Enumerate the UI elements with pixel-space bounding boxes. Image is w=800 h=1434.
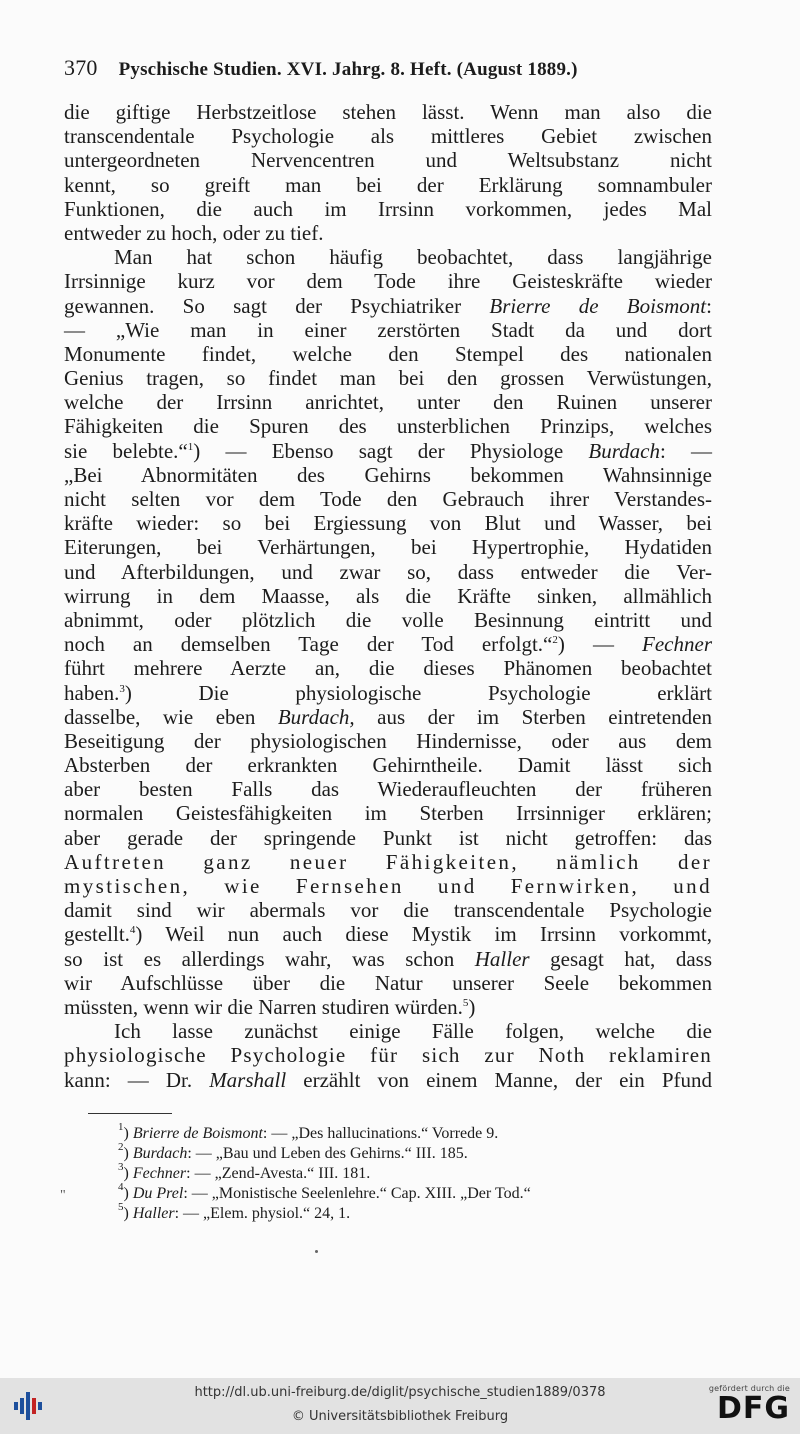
text-line: Irrsinnige kurz vor dem Tode ihre Geisteskräfte wieder [64, 269, 712, 294]
footnote: $^1$) Brierre de Boismont: — „Des hallucinations.“ Vorrede 9. [118, 1121, 499, 1142]
text-line [64, 439, 712, 463]
text-run: ) Die physiologische Psychologie erklärt [124, 680, 712, 705]
text-line [64, 294, 712, 318]
funder-tagline: gefördert durch die [708, 1384, 790, 1393]
page-permalink[interactable]: http://dl.ub.uni-freiburg.de/diglit/psychische_studien1889/0378 [194, 1385, 606, 1400]
text-line: Man hat schon häufig beobachtet, dass langjährige [114, 245, 712, 270]
footnote-text: : — „Des hallucinations.“ Vorrede 9. [262, 1125, 499, 1142]
footnote-number: 1 [118, 1121, 124, 1133]
text-line: abnimmt, oder plötzlich die volle Besinnung eintritt und [64, 607, 712, 632]
dfg-logo-text: DFG [716, 1391, 790, 1426]
text-line: Auftreten ganz neuer Fähigkeiten, nämlich der [64, 849, 712, 874]
text-line [64, 995, 712, 1019]
footnote-ref: 2 [552, 634, 558, 647]
text-line: kräfte wieder: so bei Ergiessung von Blut und Wasser, bei [64, 511, 712, 536]
body-text [64, 100, 712, 1092]
running-header [64, 55, 714, 85]
person-name: Brierre de Boismont [489, 293, 707, 318]
text-line: „Bei Abnormitäten des Gehirns bekommen Wahnsinnige [64, 462, 712, 487]
text-line: aber gerade der springende Punkt ist nicht getroffen: das [64, 825, 712, 850]
text-line: die giftige Herbstzeitlose stehen lässt. Wenn man also die [64, 100, 712, 124]
text-line: Fähigkeiten die Spuren des unsterblichen Prinzips, welches [64, 414, 712, 439]
text-line: Funktionen, die auch im Irrsinn vorkommen, jedes Mal [64, 196, 712, 221]
footnote-author: Burdach [132, 1145, 188, 1162]
footnote-ref: 3 [119, 682, 125, 695]
text-line: führt mehrere Aerzte an, die dieses Phänomen beobachtet [64, 656, 712, 681]
scan-speck [315, 1250, 318, 1253]
text-line: physiologische Psychologie für sich zur Noth reklamiren [64, 1043, 712, 1068]
text-line [64, 1068, 712, 1092]
text-run: erzählt von einem Manne, der ein Pfund [286, 1067, 712, 1092]
text-line [64, 705, 712, 729]
text-run: noch an demselben Tage der Tod erfolgt.“ [64, 632, 553, 657]
footnote-text: : — „Monistische Seelenlehre.“ Cap. XIII. „Der Tod.“ [183, 1185, 531, 1202]
text-run: ) — [557, 632, 643, 657]
text-line: Genius tragen, so findet man bei den grossen Verwüstungen, [64, 366, 712, 391]
footnote-divider [88, 1113, 172, 1114]
text-line: damit sind wir abermals vor die transcendentale Psychologie [64, 898, 712, 923]
text-run: müssten, wenn wir die Narren studiren würden. [64, 994, 463, 1019]
text-run: kann: — Dr. [64, 1067, 210, 1092]
text-line: Ich lasse zunächst einige Fälle folgen, welche die [114, 1019, 712, 1044]
text-run: dasselbe, wie eben [64, 704, 278, 729]
text-run: sie belebte.“ [64, 438, 188, 463]
text-run: haben. [64, 680, 120, 705]
person-name: Haller [474, 946, 530, 971]
text-line: Eiterungen, bei Verhärtungen, bei Hypertrophie, Hydatiden [64, 535, 712, 560]
text-line: Monumente findet, welche den Stempel des nationalen [64, 341, 712, 366]
footnote-number: 4 [118, 1181, 124, 1193]
text-line: mystischen, wie Fernsehen und Fernwirken, und [64, 874, 712, 898]
text-line: transcendentale Psychologie als mittleres Gebiet zwischen [64, 124, 712, 149]
dfg-logo [702, 1384, 790, 1430]
running-title: Pyschische Studien. XVI. Jahrg. 8. Heft. (August 1889.) [118, 59, 578, 80]
footnote: $^4$) Du Prel: — „Monistische Seelenlehre.“ Cap. XIII. „Der Tod.“ [118, 1181, 531, 1202]
footnote-author: Haller [132, 1205, 175, 1222]
footnote-text: : — „Bau und Leben des Gehirns.“ III. 185. [187, 1145, 468, 1162]
viewer-footer [0, 1378, 800, 1434]
person-name: Burdach, [277, 704, 355, 729]
person-name: Fechner [642, 632, 712, 657]
text-line: normalen Geistesfähigkeiten im Sterben Irrsinniger erklären; [64, 801, 712, 826]
footnote-ref: 5 [462, 996, 469, 1009]
text-line: nicht selten vor dem Tode den Gebrauch ihrer Verstandes- [64, 487, 712, 511]
text-line: entweder zu hoch, oder zu tief. [64, 220, 324, 245]
footnote: $^2$) Burdach: — „Bau und Leben des Gehirns.“ III. 185. [118, 1141, 468, 1162]
text-line: aber besten Falls das Wiederaufleuchten der früheren [64, 777, 712, 802]
text-line: kennt, so greift man bei der Erklärung somnambuler [64, 172, 712, 197]
person-name: Marshall [209, 1067, 287, 1092]
footnote-author: Fechner [132, 1165, 187, 1182]
text-run: gestellt. [64, 922, 130, 947]
footnote-author: Brierre de Boismont [132, 1125, 263, 1142]
footnote-number: 3 [118, 1161, 124, 1173]
text-run: gewannen. So sagt der Psychiatriker [64, 293, 490, 318]
footnote: $^3$) Fechner: — „Zend-Avesta.“ III. 181. [118, 1161, 371, 1182]
text-run: : — [659, 438, 713, 463]
text-line: — „Wie man in einer zerstörten Stadt da und dort [64, 317, 712, 342]
text-line: untergeordneten Nervencentren und Weltsubstanz nicht [64, 148, 712, 173]
text-run: : [706, 293, 712, 318]
text-run: aus der im Sterben eintretenden [354, 704, 713, 729]
footnote: $^5$) Haller: — „Elem. physiol.“ 24, 1. [118, 1201, 351, 1222]
text-line [64, 632, 712, 656]
page-number: 370 [64, 55, 98, 80]
text-line: Absterben der erkrankten Gehirntheile. Damit lässt sich [64, 753, 712, 778]
text-line [64, 681, 712, 705]
footnote-ref: 4 [129, 924, 136, 937]
footnote-text: : — „Zend-Avesta.“ III. 181. [186, 1165, 371, 1182]
text-line: Beseitigung der physiologischen Hindernisse, oder aus dem [64, 728, 712, 753]
footnote-author: Du Prel [132, 1185, 184, 1202]
text-line [64, 947, 712, 971]
text-line: wirrung in dem Maasse, als die Kräfte sinken, allmählich [64, 583, 712, 608]
text-line: welche der Irrsinn anrichtet, unter den Ruinen unserer [64, 390, 712, 415]
text-run: ) — Ebenso sagt der Physiologe [193, 438, 589, 463]
footnote-ref: 1 [187, 440, 194, 453]
text-run: ) Weil nun auch diese Mystik im Irrsinn vorkommt, [135, 922, 712, 947]
footnotes [118, 1121, 718, 1224]
footnote-number: 5 [118, 1201, 124, 1213]
footnote-number: 2 [118, 1141, 124, 1153]
text-run: gesagt hat, dass [529, 946, 712, 971]
copyright-notice: © Universitätsbibliothek Freiburg [291, 1409, 509, 1424]
footnote-text: : — „Elem. physiol.“ 24, 1. [174, 1205, 351, 1222]
person-name: Burdach [588, 438, 660, 463]
text-run: so ist es allerdings wahr, was schon [64, 946, 475, 971]
text-line: und Afterbildungen, und zwar so, dass entweder die Ver- [64, 559, 712, 584]
text-line [64, 922, 712, 946]
margin-mark: " [60, 1188, 66, 1203]
text-run: ) [468, 994, 476, 1019]
text-line: wir Aufschlüsse über die Natur unserer Seele bekommen [64, 970, 712, 995]
